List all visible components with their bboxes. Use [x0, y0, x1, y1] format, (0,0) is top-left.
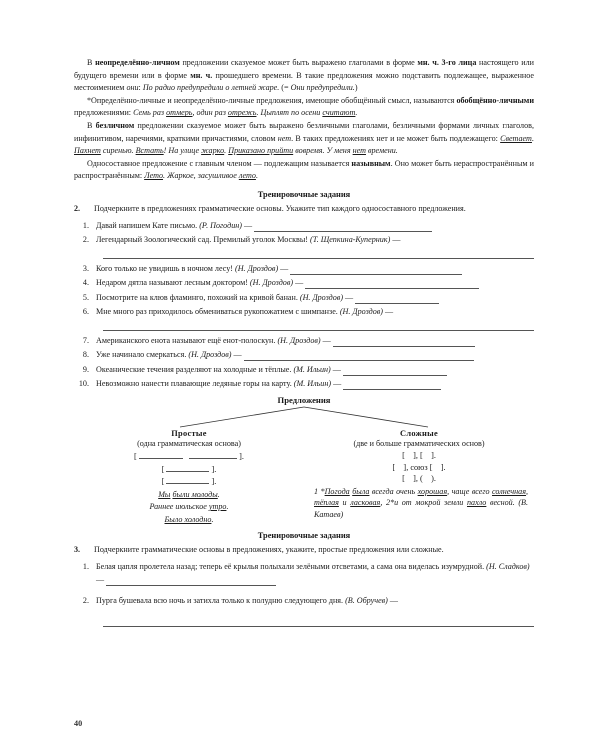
- item-dash: —: [295, 278, 304, 288]
- column-subtitle-complex: (две и больше грамматических основ): [353, 439, 485, 449]
- item-number: 7.: [82, 335, 89, 345]
- example-complex: 1 *Погода была всегда очень хорошая, чаще всего солнечная, тёплая и ласковая, 2*и от мокрой земли пахло весной. (В. Катаев): [314, 486, 529, 519]
- list-item: [74, 305, 534, 318]
- item-number: 6.: [82, 307, 89, 317]
- heading-training-tasks-1: Тренировочные задания: [257, 189, 351, 199]
- list-item: [74, 594, 534, 607]
- item-number: 2.: [82, 235, 89, 245]
- scheme-simple-1: [ ].: [134, 452, 244, 462]
- paragraph-nominative: Односоставное предложение с главным членом — подлежащим называется назывным. Оно может быть нераспространённым и распространённым: Лето. Жаркое, засушливое лето.: [74, 158, 534, 181]
- exercise-2-instruction: Подчеркните в предложениях грамматические основы. Укажите тип каждого односоставного предложения.: [94, 203, 466, 213]
- column-heading-simple: Простые: [171, 429, 207, 439]
- item-number: 3.: [82, 263, 89, 273]
- diagram-column-simple: [74, 429, 304, 525]
- item-source: (Н. Дроздов): [235, 263, 279, 273]
- item-number: 10.: [78, 379, 89, 389]
- item-number: 9.: [82, 364, 89, 374]
- example-simple-1: Мы были молоды.: [158, 489, 220, 499]
- exercise-3: [74, 544, 534, 557]
- list-item: [74, 377, 534, 390]
- item-dash: —: [392, 235, 401, 245]
- item-number: 8.: [82, 350, 89, 360]
- list-item: [74, 233, 534, 246]
- example-simple-2: Раннее июльское утро.: [149, 502, 229, 512]
- item-dash: —: [280, 263, 289, 273]
- item-source: (М. Ильин): [293, 379, 332, 389]
- item-number: 1.: [82, 220, 89, 230]
- item-text: [96, 305, 534, 318]
- item-text: [96, 377, 534, 390]
- item-dash: —: [322, 335, 331, 345]
- diagram-columns: [74, 429, 534, 525]
- column-heading-complex: Сложные: [400, 429, 438, 439]
- item-source: (Р. Погодин): [199, 220, 242, 230]
- item-dash: —: [233, 350, 242, 360]
- item-text: [96, 363, 534, 376]
- list-item: [74, 363, 534, 376]
- item-dash: —: [345, 292, 354, 302]
- answer-blank[interactable]: [305, 279, 479, 289]
- item-sentence: Кого только не увидишь в ночном лесу!: [96, 263, 233, 273]
- answer-blank[interactable]: [355, 294, 439, 304]
- exercise-2-number: 2.: [74, 203, 81, 213]
- item-source: (Н. Дроздов): [188, 350, 232, 360]
- item-sentence: Давай напишем Кате письмо.: [96, 220, 198, 230]
- example-simple-3: Было холодно.: [164, 514, 214, 524]
- answer-blank[interactable]: [290, 265, 462, 275]
- item-text: [96, 348, 534, 361]
- item-sentence: Американского енота называют ещё енот-полоскун.: [96, 335, 276, 345]
- sentence-types-diagram: [74, 395, 534, 525]
- exercise-3-instruction: Подчеркните грамматические основы в предложениях, укажите, простые предложения или сложные.: [94, 545, 444, 555]
- scheme-simple-2: [ ].: [161, 464, 217, 474]
- answer-blank[interactable]: [343, 366, 447, 376]
- answer-blank[interactable]: [333, 337, 475, 347]
- page-number: 40: [74, 719, 83, 728]
- item-text: [96, 276, 534, 289]
- theory-section: [74, 57, 534, 183]
- diagram-column-complex: [304, 429, 534, 525]
- item-text: [96, 233, 534, 246]
- list-item: [74, 219, 534, 232]
- item-number: 2.: [82, 595, 89, 605]
- scheme-simple-3: [ ].: [161, 477, 217, 487]
- item-sentence: Пурга бушевала всю ночь и затихла только к полудню следующего дня.: [96, 595, 344, 605]
- item-text: [96, 334, 534, 347]
- answer-blank[interactable]: [103, 248, 534, 259]
- item-sentence: Недаром дятла называют лесным доктором!: [96, 278, 248, 288]
- answer-blank[interactable]: [343, 380, 441, 390]
- list-item: [74, 348, 534, 361]
- item-sentence: Уже начинало смеркаться.: [96, 350, 187, 360]
- item-text: [96, 291, 534, 304]
- scheme-complex-1: [ ], [ ].: [402, 451, 436, 461]
- item-sentence: Посмотрите на клюв фламинго, похожий на кривой банан.: [96, 292, 298, 302]
- heading-training-tasks-2: Тренировочные задания: [257, 531, 351, 541]
- answer-blank[interactable]: [244, 351, 474, 361]
- item-source: (Т. Щепкина-Куперник): [310, 235, 391, 245]
- item-sentence: Легендарный Зоологический сад. Премилый уголок Москвы!: [96, 235, 308, 245]
- item-text: [96, 594, 534, 607]
- answer-blank[interactable]: [254, 222, 432, 232]
- paragraph-generalized-personal: *Определённо-личные и неопределённо-личные предложения, имеющие обобщённый смысл, называются обобщённо-личными предложениями: Семь раз отмерь, один раз отрежь. Цыплят по осени считают.: [74, 95, 534, 118]
- item-dash: —: [332, 364, 341, 374]
- exercise-3-items: [74, 560, 534, 627]
- scheme-complex-2: [ ], союз [ ].: [392, 462, 446, 472]
- item-source: (Н. Сладков): [486, 561, 530, 571]
- list-item: [74, 262, 534, 275]
- item-text: [96, 219, 534, 232]
- list-item: [74, 560, 534, 586]
- diagram-branch-lines: [118, 406, 490, 428]
- item-source: (М. Ильин): [293, 364, 331, 374]
- column-subtitle-simple: (одна грамматическая основа): [137, 439, 241, 449]
- exercise-2: [74, 203, 534, 216]
- answer-blank[interactable]: [106, 576, 276, 586]
- item-text: [96, 262, 534, 275]
- scheme-complex-3: [ ], ( ).: [402, 474, 436, 484]
- item-source: (Н. Дроздов): [339, 307, 383, 317]
- item-source: (Н. Дроздов): [277, 335, 321, 345]
- item-dash: —: [333, 379, 342, 389]
- item-dash: —: [389, 595, 398, 605]
- item-sentence: Белая цапля пролетела назад; теперь её крылья полыхали зелёными отсветами, а сама она виделась изумрудной.: [96, 561, 485, 571]
- diagram-title: Предложения: [277, 395, 331, 406]
- answer-blank[interactable]: [103, 616, 534, 627]
- list-item: [74, 291, 534, 304]
- item-source: (В. Обручев): [345, 595, 388, 605]
- item-dash: —: [96, 574, 105, 584]
- list-item: [74, 334, 534, 347]
- list-item: [74, 276, 534, 289]
- paragraph-indefinite-personal: В неопределённо-личном предложении сказуемое может быть выражено глаголами в форме мн. ч. 3-го лица настоящего или будущего времени или в форме мн. ч. прошедшего времени. В такие предложения можно подставить подлежащее, выраженное местоимением они: По радио предупредили о летней жаре. (= Они предупредили.): [74, 58, 534, 93]
- paragraph-impersonal: В безличном предложении сказуемое может быть выражено безличными глаголами, безличными формами личных глаголов, инфинитивом, наречиями, краткими причастиями, словом нет. В таких предложениях нет и не может быть подлежащего: Светает. Пахнет сиренью. Встать! На улице жарко. Приказано прийти вовремя. У меня нет времени.: [74, 120, 534, 156]
- item-number: 5.: [82, 292, 89, 302]
- item-number: 1.: [82, 561, 89, 571]
- exercise-3-number: 3.: [74, 545, 81, 555]
- item-source: (Н. Дроздов): [249, 278, 294, 288]
- item-sentence: Невозможно нанести плавающие ледяные горы на карту.: [96, 379, 292, 389]
- item-dash: —: [385, 307, 394, 317]
- item-text: [96, 560, 534, 586]
- answer-blank[interactable]: [103, 320, 534, 331]
- item-sentence: Мне много раз приходилось обмениваться рукопожатием с шимпанзе.: [96, 307, 338, 317]
- item-dash: —: [243, 220, 253, 230]
- item-sentence: Океанические течения разделяют на холодные и тёплые.: [96, 364, 292, 374]
- item-number: 4.: [82, 278, 89, 288]
- item-source: (Н. Дроздов): [299, 292, 344, 302]
- exercise-2-items: [74, 219, 534, 391]
